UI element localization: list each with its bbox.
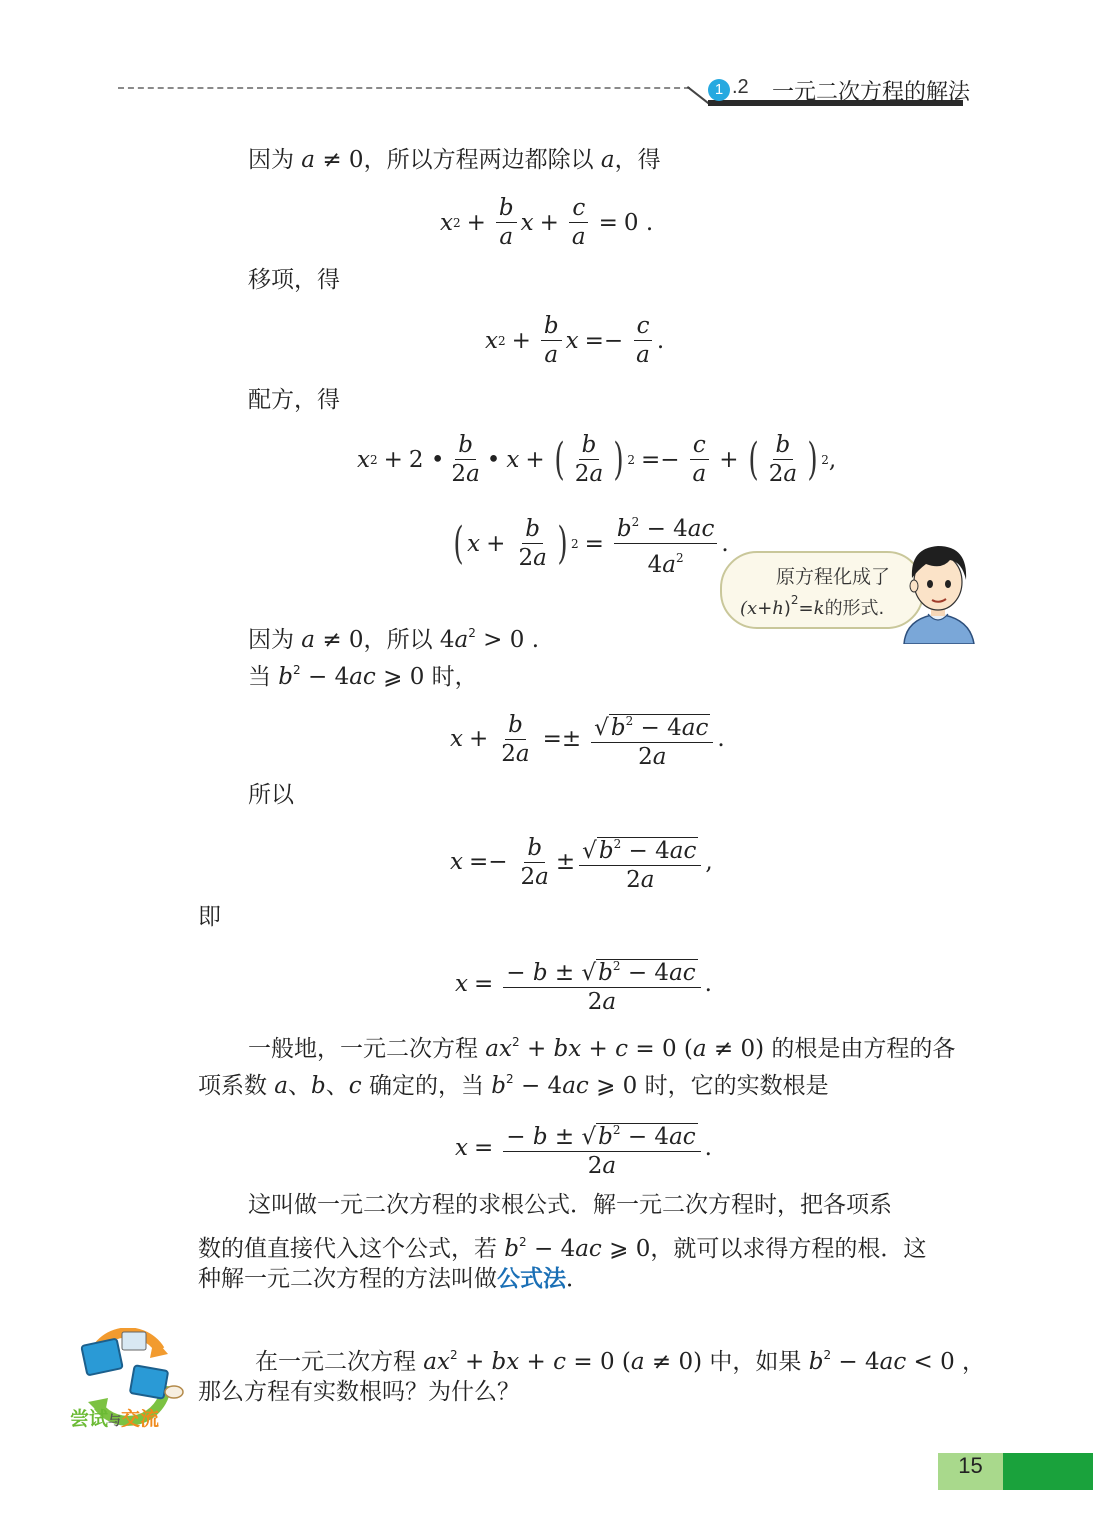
- text-move-term: 移项，得: [248, 267, 340, 293]
- text-complete-square: 配方，得: [248, 387, 340, 413]
- equation-quadratic-formula-2: x = $\frac{- b \pm √b^2 - 4ac}{2a}$ .: [455, 1117, 712, 1179]
- bubble-line-1: 原方程化成了: [776, 566, 891, 588]
- equation-sqrt-step: x + $\frac{b}{2a}$ =± $\frac{√b^2 - 4ac}{2a}$ .: [450, 708, 725, 770]
- text-line-1: 因为 a ≠ 0，所以方程两边都除以 a，得: [248, 147, 661, 173]
- equation-complete-square: x 2 + 2 • $\frac{b}{2a}$ • x + ( $\frac{b}{2a}$ ) 2 =− $\frac{c}{a}$ + ( $\frac{b}{2a}$ ) 2 ,: [357, 432, 837, 487]
- header-slant-rule: [687, 86, 710, 105]
- page-number: 15: [958, 1453, 983, 1478]
- text-paragraph-line-3: 种解一元二次方程的方法叫做公式法．: [198, 1266, 589, 1292]
- text-general-line-1: 一般地，一元二次方程 $ax^2$ + bx + c = 0 (a ≠ 0) 的根是由方程的各: [248, 1035, 956, 1062]
- text-when-discriminant: 当 $b^2 - 4ac$ ⩾ 0 时，: [248, 663, 478, 690]
- page-number-bar: [1003, 1453, 1093, 1490]
- text-paragraph-line-1: 这叫做一元二次方程的求根公式．解一元二次方程时，把各项系: [248, 1192, 892, 1218]
- term-formula-method: 公式法: [497, 1266, 566, 1292]
- student-avatar-icon: [898, 540, 980, 644]
- equation-move-term: x 2 + $\frac{b}{a}$ x =− $\frac{c}{a}$ .: [485, 313, 665, 368]
- equation-square-form: ( x + $\frac{b}{2a}$ ) 2 = $\frac{b^2 - 4ac}{4a^2}$ .: [450, 509, 729, 578]
- text-because-positive: 因为 a ≠ 0，所以 $4a^2 > 0$ .: [248, 626, 540, 653]
- section-sub-number: .2: [732, 76, 749, 98]
- equation-divide: x 2 + $\frac{b}{a}$ x + $\frac{c}{a}$ = 0 .: [440, 195, 654, 250]
- header-dashed-rule: [118, 87, 690, 89]
- text-exercise-line-1: 在一元二次方程 $ax^2$ + bx + c = 0 (a ≠ 0) 中，如果 $b^2 - 4ac < 0$ ，: [255, 1348, 986, 1375]
- section-title: 一元二次方程的解法: [772, 80, 971, 105]
- text-therefore: 所以: [248, 782, 294, 808]
- section-number-badge: 1: [708, 79, 730, 101]
- text-exercise-line-2: 那么方程有实数根吗？为什么？: [198, 1379, 520, 1405]
- badge-label: 尝试与交流: [70, 1408, 160, 1430]
- equation-x-solved: x =− $\frac{b}{2a}$ ± $\frac{√b^2 - 4ac}{2a}$ ,: [450, 831, 713, 893]
- bubble-line-2: $(x+h)^2=k$的形式.: [740, 593, 885, 619]
- text-namely: 即: [198, 904, 221, 930]
- text-paragraph-line-2: 数的值直接代入这个公式，若 $b^2 - 4ac$ ⩾ 0，就可以求得方程的根．这: [198, 1235, 927, 1262]
- text-general-line-2: 项系数 a、b、c 确定的，当 $b^2 - 4ac$ ⩾ 0 时，它的实数根是: [198, 1072, 829, 1099]
- equation-quadratic-formula-1: x = $\frac{- b \pm √b^2 - 4ac}{2a}$ .: [455, 953, 712, 1015]
